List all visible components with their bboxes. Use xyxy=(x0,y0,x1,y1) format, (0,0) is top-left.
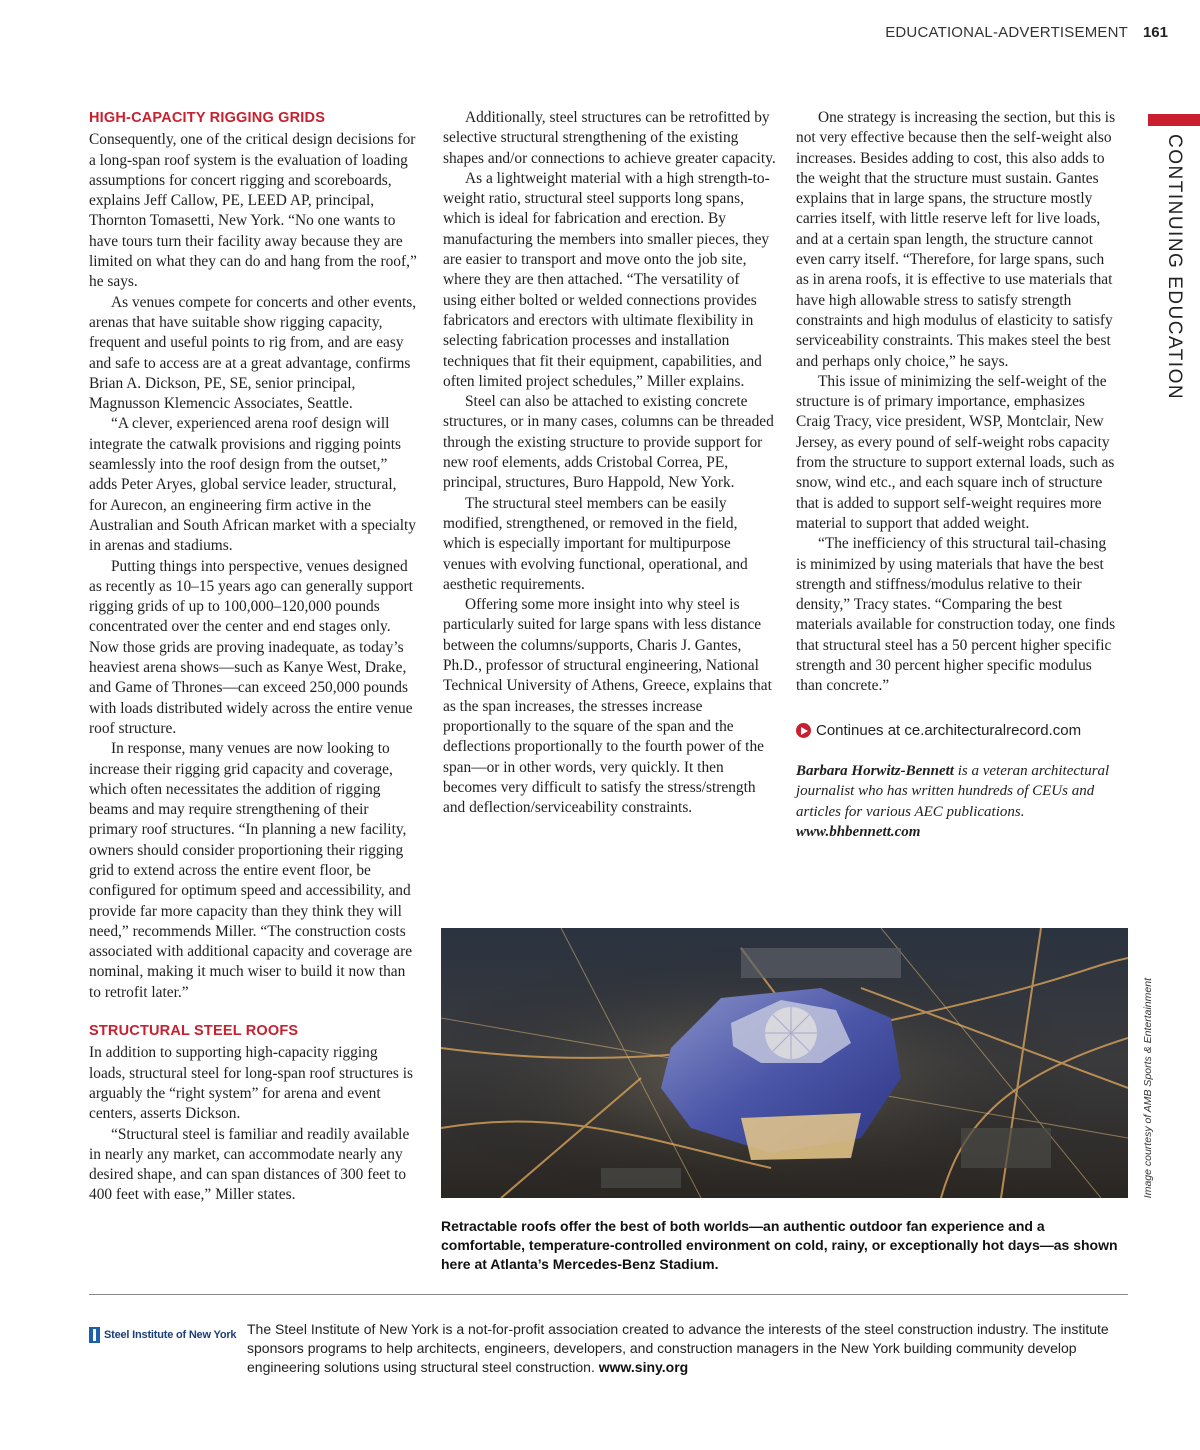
paragraph: Offering some more insight into why steel is particularly suited for large spans with less distance between the columns/supports, Charis J. Gantes, Ph.D., professor of structural engineering, National Technical University of Athens, Greece, explains that as the span increases, the stresses increase proportionally to the square of the span and the deflections proportionally to the fourth power of the span—or in other words, very quickly. It then becomes very difficult to satisfy the stress/strength and deflection/serviceability constraints. xyxy=(443,596,772,817)
paragraph: Putting things into perspective, venues designed as recently as 10–15 years ago can generally support rigging grids of up to 100,000–120,000 pounds concentrated over the center and end stages only. Now those grids are proving inadequate, as today’s heaviest arena shows—such as Kanye West, Drake, and Game of Thrones—can exceed 250,000 pounds with loads distributed widely across the entire venue roof structure. xyxy=(89,557,413,737)
side-tab xyxy=(1148,134,1200,401)
stadium-aerial-illustration xyxy=(441,928,1128,1198)
page-header xyxy=(0,24,1200,48)
photo-caption: Retractable roofs offer the best of both worlds—an authentic outdoor fan experience and a comfortable, temperature-controlled environment on cold, rainy, or exceptionally hot days—as shown here at Atlanta’s Mercedes-Benz Stadium. xyxy=(441,1218,1118,1272)
page-number: 161 xyxy=(1142,24,1168,41)
paragraph: As a lightweight material with a high strength-to-weight ratio, structural steel supports long spans, which is ideal for fabrication and erection. By manufacturing the members into smaller pieces, they are easier to transport and move onto the job site, where they are then attached. “The versatility of using either bolted or welded connections provides fabricators and erectors with ultimate flexibility in selecting fabrication processes and installation techniques that fit their equipment, capabilities, and often limited project schedules,” Miller explains. xyxy=(443,169,770,390)
author-website-link[interactable]: www.bhbennett.com xyxy=(796,824,921,841)
author-bio xyxy=(796,761,1116,843)
footer-website-link[interactable]: www.siny.org xyxy=(598,1359,689,1375)
section-label: EDUCATIONAL-ADVERTISEMENT xyxy=(885,24,1128,41)
side-tab-accent-bar xyxy=(1148,114,1200,126)
footer-description-text: The Steel Institute of New York is a not-for-profit association created to advance the interests of the steel construction industry. The institute sponsors programs to help architects, engineers, developers, and construction managers in the New York building community develop engineering solutions using structural steel construction. xyxy=(247,1321,1109,1375)
steel-i-beam-icon xyxy=(89,1327,100,1343)
photo-credit xyxy=(1136,958,1160,1198)
paragraph: “A clever, experienced arena roof design will integrate the catwalk provisions and rigging points seamlessly into the roof design from the outset,” adds Peter Aryes, global service leader, structural, for Aurecon, an engineering firm active in the Australian and South African market with a specialty in arenas and stadiums. xyxy=(89,415,416,555)
paragraph: Steel can also be attached to existing concrete structures, or in many cases, columns can be threaded through the existing structure to provide support for new roof elements, adds Cristobal Correa, PE, principal, structures, Buro Happold, New York. xyxy=(443,393,774,492)
continues-link[interactable] xyxy=(796,721,1116,741)
author-name: Barbara Horwitz-Bennett xyxy=(796,762,954,779)
paragraph: Additionally, steel structures can be retrofitted by selective structural strengthening of the existing shapes and/or connections to achieve greater capacity. xyxy=(443,109,776,167)
paragraph: “Structural steel is familiar and readily available in nearly any market, can accommodate nearly any desired shape, and can span distances of 300 feet to 400 feet with ease,” Miller states. xyxy=(89,1125,410,1204)
paragraph: In response, many venues are now looking to increase their rigging grid capacity and coverage, which often necessitates the addition of rigging beams and may require strengthening of their primary roof structures. “In planning a new facility, owners should consider proportioning their rigging grid to extend across the entire event floor, be configured for optimum speed and accessibility, and provide far more capacity than they think they will need,” recommends Miller. “The construction costs associated with additional capacity and coverage are nominal, making it much wiser to build it now than to retrofit later.” xyxy=(89,740,413,1001)
stadium-photo xyxy=(441,928,1128,1198)
paragraph: One strategy is increasing the section, but this is not very effective because then the self-weight also increases. Besides adding to cost, this also adds to the weight that the structure must sustain. Gantes explains that in large spans, the structure mostly carries itself, with little reserve left for live loads, and at a certain span length, the structure cannot even carry itself. “Therefore, for large spans, such as in arena roofs, it is effective to use materials that have high allowable stress to satisfy strength constraints and high modulus of elasticity to satisfy serviceability constraints. This makes steel the best and perhaps only choice,” he says. xyxy=(796,109,1116,370)
author-bio-text: is a veteran architectural journalist who has written hundreds of CEUs and articles for various AEC publications. xyxy=(796,762,1110,820)
play-arrow-icon xyxy=(796,723,811,738)
paragraph: “The inefficiency of this structural tail-chasing is minimized by using materials that have the best strength and stiffness/modulus relative to their density,” Tracy states. “Comparing the best materials available for construction today, one finds that structural steel has a 50 percent higher specific strength and 30 percent higher specific modulus than concrete.” xyxy=(796,535,1116,695)
section-heading-rigging-grids: HIGH-CAPACITY RIGGING GRIDS xyxy=(89,110,326,126)
article-column-3 xyxy=(796,108,1116,843)
footer-description xyxy=(247,1320,1127,1377)
continues-link-text[interactable]: Continues at ce.architecturalrecord.com xyxy=(816,721,1082,739)
logo-text: Steel Institute of New York xyxy=(104,1329,237,1341)
paragraph: Consequently, one of the critical design decisions for a long-span roof system is the evaluation of loading assumptions for concert rigging and scoreboards, explains Jeff Callow, PE, LEED AP, principal, Thornton Tomasetti, New York. “No one wants to have tours turn their facility away because they are limited on what they can do and hang from the roof,” he says. xyxy=(89,131,417,291)
photo-credit-text: Image courtesy of AMB Sports & Entertainment xyxy=(1142,977,1154,1198)
steel-institute-logo xyxy=(89,1327,236,1343)
paragraph: The structural steel members can be easily modified, strengthened, or removed in the field, which is especially important for multipurpose venues with evolving functional, operational, and aesthetic requirements. xyxy=(443,494,748,593)
article-column-1 xyxy=(89,108,417,1206)
paragraph: This issue of minimizing the self-weight of the structure is of primary importance, emphasizes Craig Tracy, vice president, WSP, Montclair, New Jersey, as every pound of self-weight robs capacity from the structure to support external loads, such as snow, wind etc., and each square inch of structure that is added to support self-weight requires more material to support that added weight. xyxy=(796,372,1115,532)
section-heading-steel-roofs: STRUCTURAL STEEL ROOFS xyxy=(89,1023,299,1040)
paragraph: As venues compete for concerts and other events, arenas that have suitable show rigging capacity, frequent and useful points to rig from, and are easy and safe to access are at a great advantage, confirms Brian A. Dickson, PE, SE, senior principal, Magnusson Klemencic Associates, Seattle. xyxy=(89,293,417,413)
paragraph: In addition to supporting high-capacity rigging loads, structural steel for long-span roof structures is arguably the “right system” for arena and event centers, asserts Dickson. xyxy=(89,1044,413,1123)
article-column-2 xyxy=(443,108,776,818)
footer-divider xyxy=(89,1294,1128,1295)
side-tab-label: CONTINUING EDUCATION xyxy=(1164,134,1185,401)
